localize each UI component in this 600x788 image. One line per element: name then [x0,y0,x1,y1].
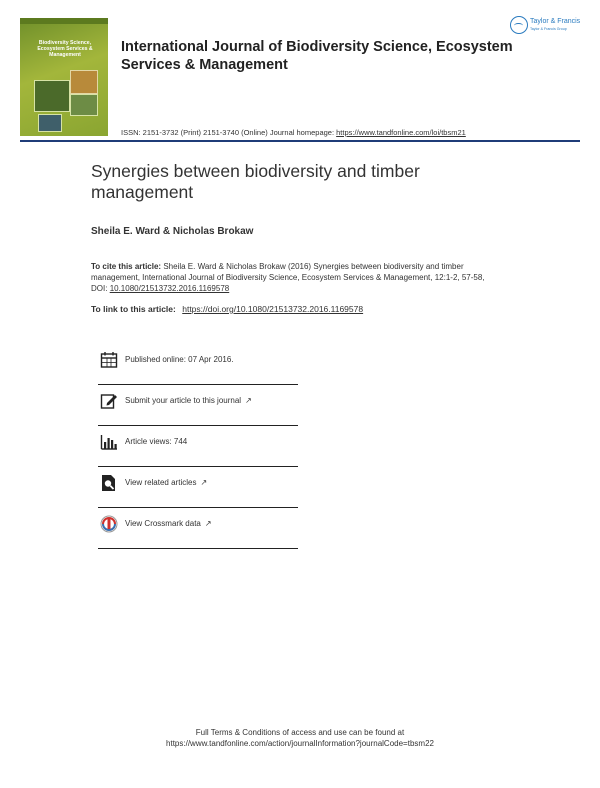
header-divider [20,140,580,142]
terms-url-link[interactable]: https://www.tandfonline.com/action/journalInformation?journalCode=tbsm22 [166,739,434,748]
article-authors: Sheila E. Ward & Nicholas Brokaw [91,226,254,237]
cover-title: Biodiversity Science, Ecosystem Services & Management [37,40,93,58]
link-label: To link to this article: [91,304,176,314]
cover-photo-meadow [70,94,98,116]
related-articles-label: View related articles [125,478,197,487]
search-document-icon [100,474,118,492]
submit-article-link[interactable] [125,396,252,405]
journal-title: International Journal of Biodiversity Science, Ecosystem Services & Management [121,39,513,73]
external-link-icon: ↗ [204,519,212,528]
crossmark-label: View Crossmark data [125,519,201,528]
journal-homepage-link[interactable]: https://www.tandfonline.com/loi/tbsm21 [336,128,466,137]
crossmark-link[interactable] [125,519,212,528]
related-articles-link[interactable] [125,478,207,487]
external-link-icon: ↗ [245,396,252,405]
issn-text: ISSN: 2151-3732 (Print) 2151-3740 (Online) Journal homepage: [121,128,335,137]
published-online-row [98,343,298,385]
article-views-text: Article views: 744 [125,437,188,446]
cover-band [20,18,108,24]
published-online-text: Published online: 07 Apr 2016. [125,355,234,364]
external-link-icon: ↗ [200,478,208,487]
submit-article-row[interactable] [98,384,298,426]
publisher-name: Taylor & Francis [530,18,581,25]
cite-label: To cite this article: [91,262,162,271]
edit-icon [100,392,118,410]
cover-photo-forest [34,80,70,112]
article-link-line [91,304,363,314]
cite-text: Sheila E. Ward & Nicholas Brokaw (2016) Synergies between biodiversity and timber management, International Journal of Biodiversity Science, Ecosystem Services & Management, 12:1-2, 57-58, DOI: [91,262,485,293]
cite-doi-link[interactable]: 10.1080/21513732.2016.1169578 [109,284,230,293]
calendar-icon [100,351,118,369]
article-title: Synergies between biodiversity and timber management [91,161,420,202]
citation-block [91,261,501,294]
terms-footer [0,727,600,749]
submit-article-label: Submit your article to this journal [125,396,242,405]
article-views-row [98,425,298,467]
crossmark-row[interactable] [98,507,298,549]
bar-chart-icon [100,433,118,451]
taylor-francis-logo[interactable] [510,16,586,36]
article-doi-link[interactable]: https://doi.org/10.1080/21513732.2016.1169578 [182,304,364,314]
issn-line [121,128,466,137]
cover-photo-water [38,114,62,132]
publisher-subtitle: Taylor & Francis Group [530,27,567,31]
journal-cover-image [20,18,108,136]
terms-line: Full Terms & Conditions of access and use can be found at [195,728,405,737]
crossmark-icon [100,515,118,533]
cover-photo-field [70,70,98,94]
publisher-logo-icon [510,16,528,34]
related-articles-row[interactable] [98,466,298,508]
